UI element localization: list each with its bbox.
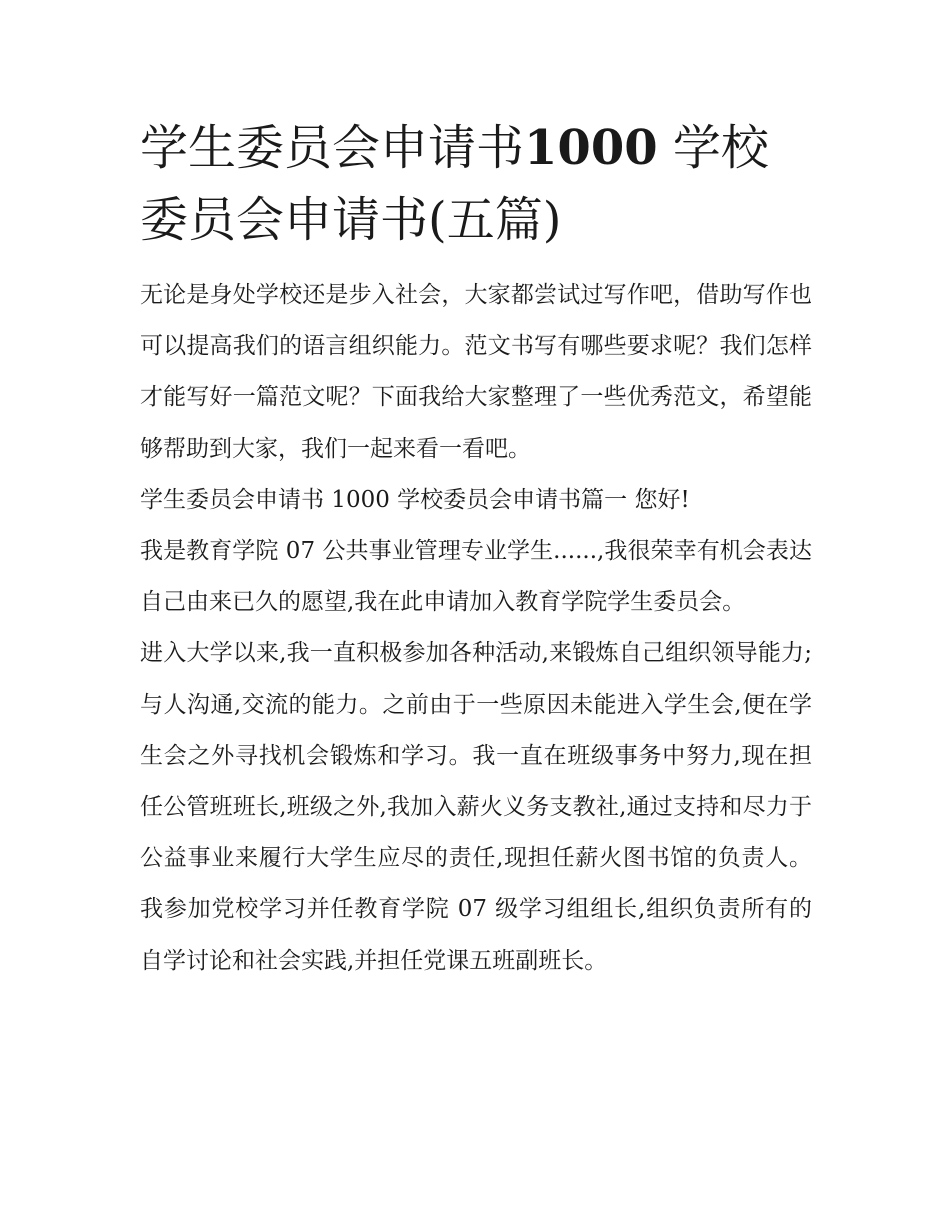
body-paragraph: 我是教育学院 07 公共事业管理专业学生......,我很荣幸有机会表达自己由来已久的愿望,我在此申请加入教育学院学生委员会。: [140, 538, 812, 616]
document-title: [140, 112, 812, 256]
body-paragraph: 进入大学以来,我一直积极参加各种活动,来锻炼自己组织领导能力;与人沟通,交流的能力。之前由于一些原因未能进入学生会,便在学生会之外寻找机会锻炼和学习。我一直在班级事务中努力,现在担任公管班班长,班级之外,我加入薪火义务支教社,通过支持和尽力于公益事业来履行大学生应尽的责任,现担任薪火图书馆的负责人。我参加党校学习并任教育学院 07 级学习组组长,组织负责所有的自学讨论和社会实践,并担任党课五班副班长。: [140, 640, 812, 974]
title-part-2: 学校委员会申请书(五篇): [140, 120, 769, 248]
section-heading-line: 学生委员会申请书 1000 学校委员会申请书篇一 您好!: [140, 486, 690, 513]
title-part-1: 学生委员会申请书: [140, 120, 525, 176]
intro-paragraph: 无论是身处学校还是步入社会，大家都尝试过写作吧，借助写作也可以提高我们的语言组织能力。范文书写有哪些要求呢？我们怎样才能写好一篇范文呢？下面我给大家整理了一些优秀范文，希望能够帮助到大家，我们一起来看一看吧。: [140, 282, 812, 462]
document-page: [140, 112, 812, 987]
title-number: 1000: [524, 120, 658, 176]
